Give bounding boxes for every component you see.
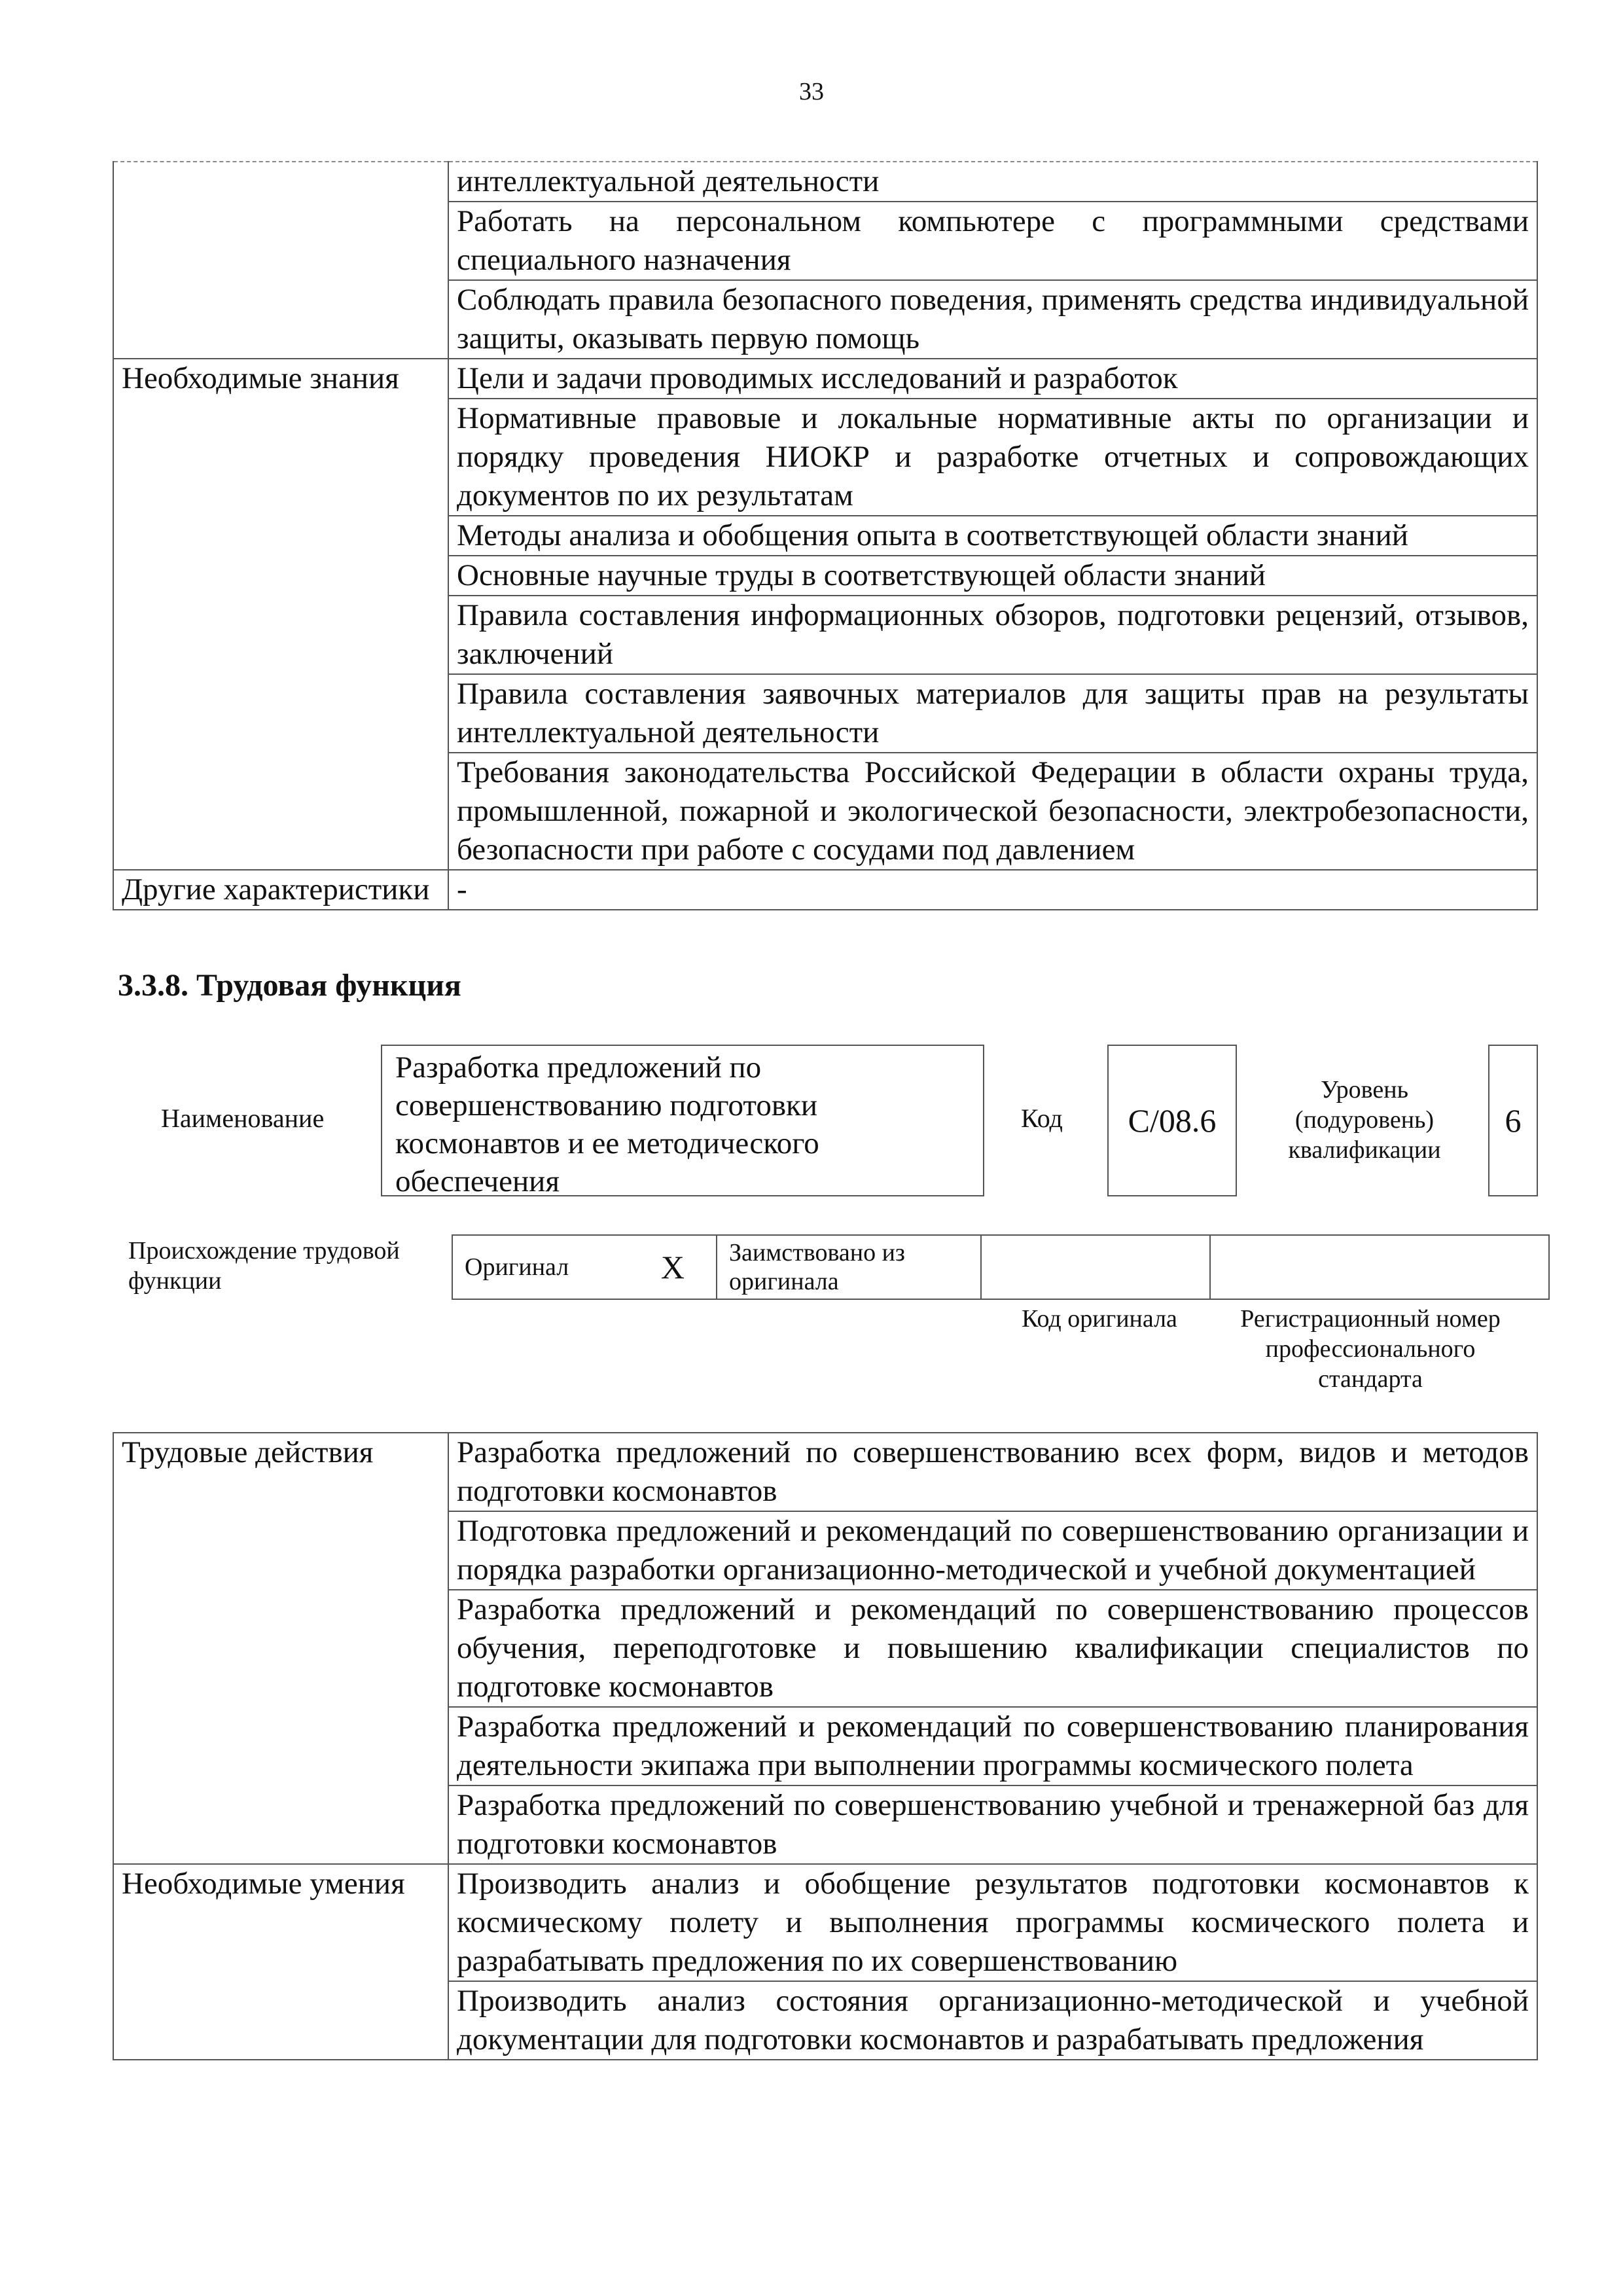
row-label-skills: Необходимые умения	[113, 1864, 448, 2060]
row-label-knowledge: Необходимые знания	[113, 359, 448, 870]
table-cell: Правила составления информационных обзоров, подготовки рецензий, отзывов, заключений	[448, 596, 1537, 674]
row-label	[113, 162, 448, 359]
code-value-box: С/08.6	[1107, 1045, 1237, 1196]
table-cell: Разработка предложений по совершенствованию всех форм, видов и методов подготовки космонавтов	[448, 1433, 1537, 1511]
name-label: Наименование	[161, 1103, 325, 1133]
original-label: Оригинал	[465, 1253, 569, 1281]
table-cell: Цели и задачи проводимых исследований и разработок	[448, 359, 1537, 399]
page-number: 33	[799, 78, 824, 105]
code-label: Код	[1021, 1103, 1063, 1133]
reg-number-cell	[1210, 1235, 1549, 1299]
table-cell: Производить анализ состояния организационно-методической и учебной документации для подготовки космонавтов и разрабатывать предложения	[448, 1981, 1537, 2060]
origin-label: Происхождение трудовой функции	[128, 1237, 400, 1295]
section-heading: 3.3.8. Трудовая функция	[118, 968, 461, 1003]
function-name-box: Разработка предложений по совершенствованию подготовки космонавтов и ее методического обеспечения	[381, 1045, 984, 1196]
row-label-actions: Трудовые действия	[113, 1433, 448, 1864]
table-cell: Соблюдать правила безопасного поведения, применять средства индивидуальной защиты, оказывать первую помощь	[448, 280, 1537, 359]
table-cell: Основные научные труды в соответствующей области знаний	[448, 556, 1537, 596]
table-cell: Разработка предложений и рекомендаций по совершенствованию процессов обучения, переподготовке и повышению квалификации специалистов по подготовке космонавтов	[448, 1590, 1537, 1707]
original-code-cell	[981, 1235, 1210, 1299]
requirements-table-continued	[113, 161, 1538, 910]
code-original-caption: Код оригинала	[1022, 1305, 1177, 1333]
table-cell: Разработка предложений и рекомендаций по совершенствованию планирования деятельности экипажа при выполнении программы космического полета	[448, 1707, 1537, 1785]
table-cell: Методы анализа и обобщения опыта в соответствующей области знаний	[448, 516, 1537, 556]
table-cell: Разработка предложений по совершенствованию учебной и тренажерной баз для подготовки космонавтов	[448, 1785, 1537, 1864]
table-cell: Правила составления заявочных материалов для защиты прав на результаты интеллектуальной деятельности	[448, 674, 1537, 753]
table-cell: интеллектуальной деятельности	[448, 162, 1537, 202]
table-cell: Подготовка предложений и рекомендаций по совершенствованию организации и порядка разработки организационно-методической и учебной документацией	[448, 1511, 1537, 1590]
table-cell: -	[448, 870, 1537, 910]
borrowed-label: Заимствовано из оригинала	[717, 1235, 981, 1299]
table-cell: Требования законодательства Российской Федерации в области охраны труда, промышленной, пожарной и экологической безопасности, электробезопасности, безопасности при работе с сосудами под давлением	[448, 753, 1537, 870]
original-mark: X	[660, 1249, 685, 1285]
labor-function-table	[113, 1432, 1538, 2060]
table-cell: Производить анализ и обобщение результатов подготовки космонавтов к космическому полету и выполнения программы космического полета и разрабатывать предложения по их совершенствованию	[448, 1864, 1537, 1981]
level-value-box: 6	[1488, 1045, 1538, 1196]
table-cell: Нормативные правовые и локальные нормативные акты по организации и порядку проведения НИОКР и разработке отчетных и сопровождающих документов по их результатам	[448, 399, 1537, 516]
original-cell	[452, 1235, 717, 1299]
row-label-other: Другие характеристики	[113, 870, 448, 910]
level-label: Уровень (подуровень) квалификации	[1288, 1076, 1441, 1164]
table-cell: Работать на персональном компьютере с программными средствами специального назначения	[448, 202, 1537, 280]
origin-table	[452, 1234, 1550, 1300]
reg-number-caption: Регистрационный номер профессионального стандарта	[1240, 1305, 1501, 1393]
